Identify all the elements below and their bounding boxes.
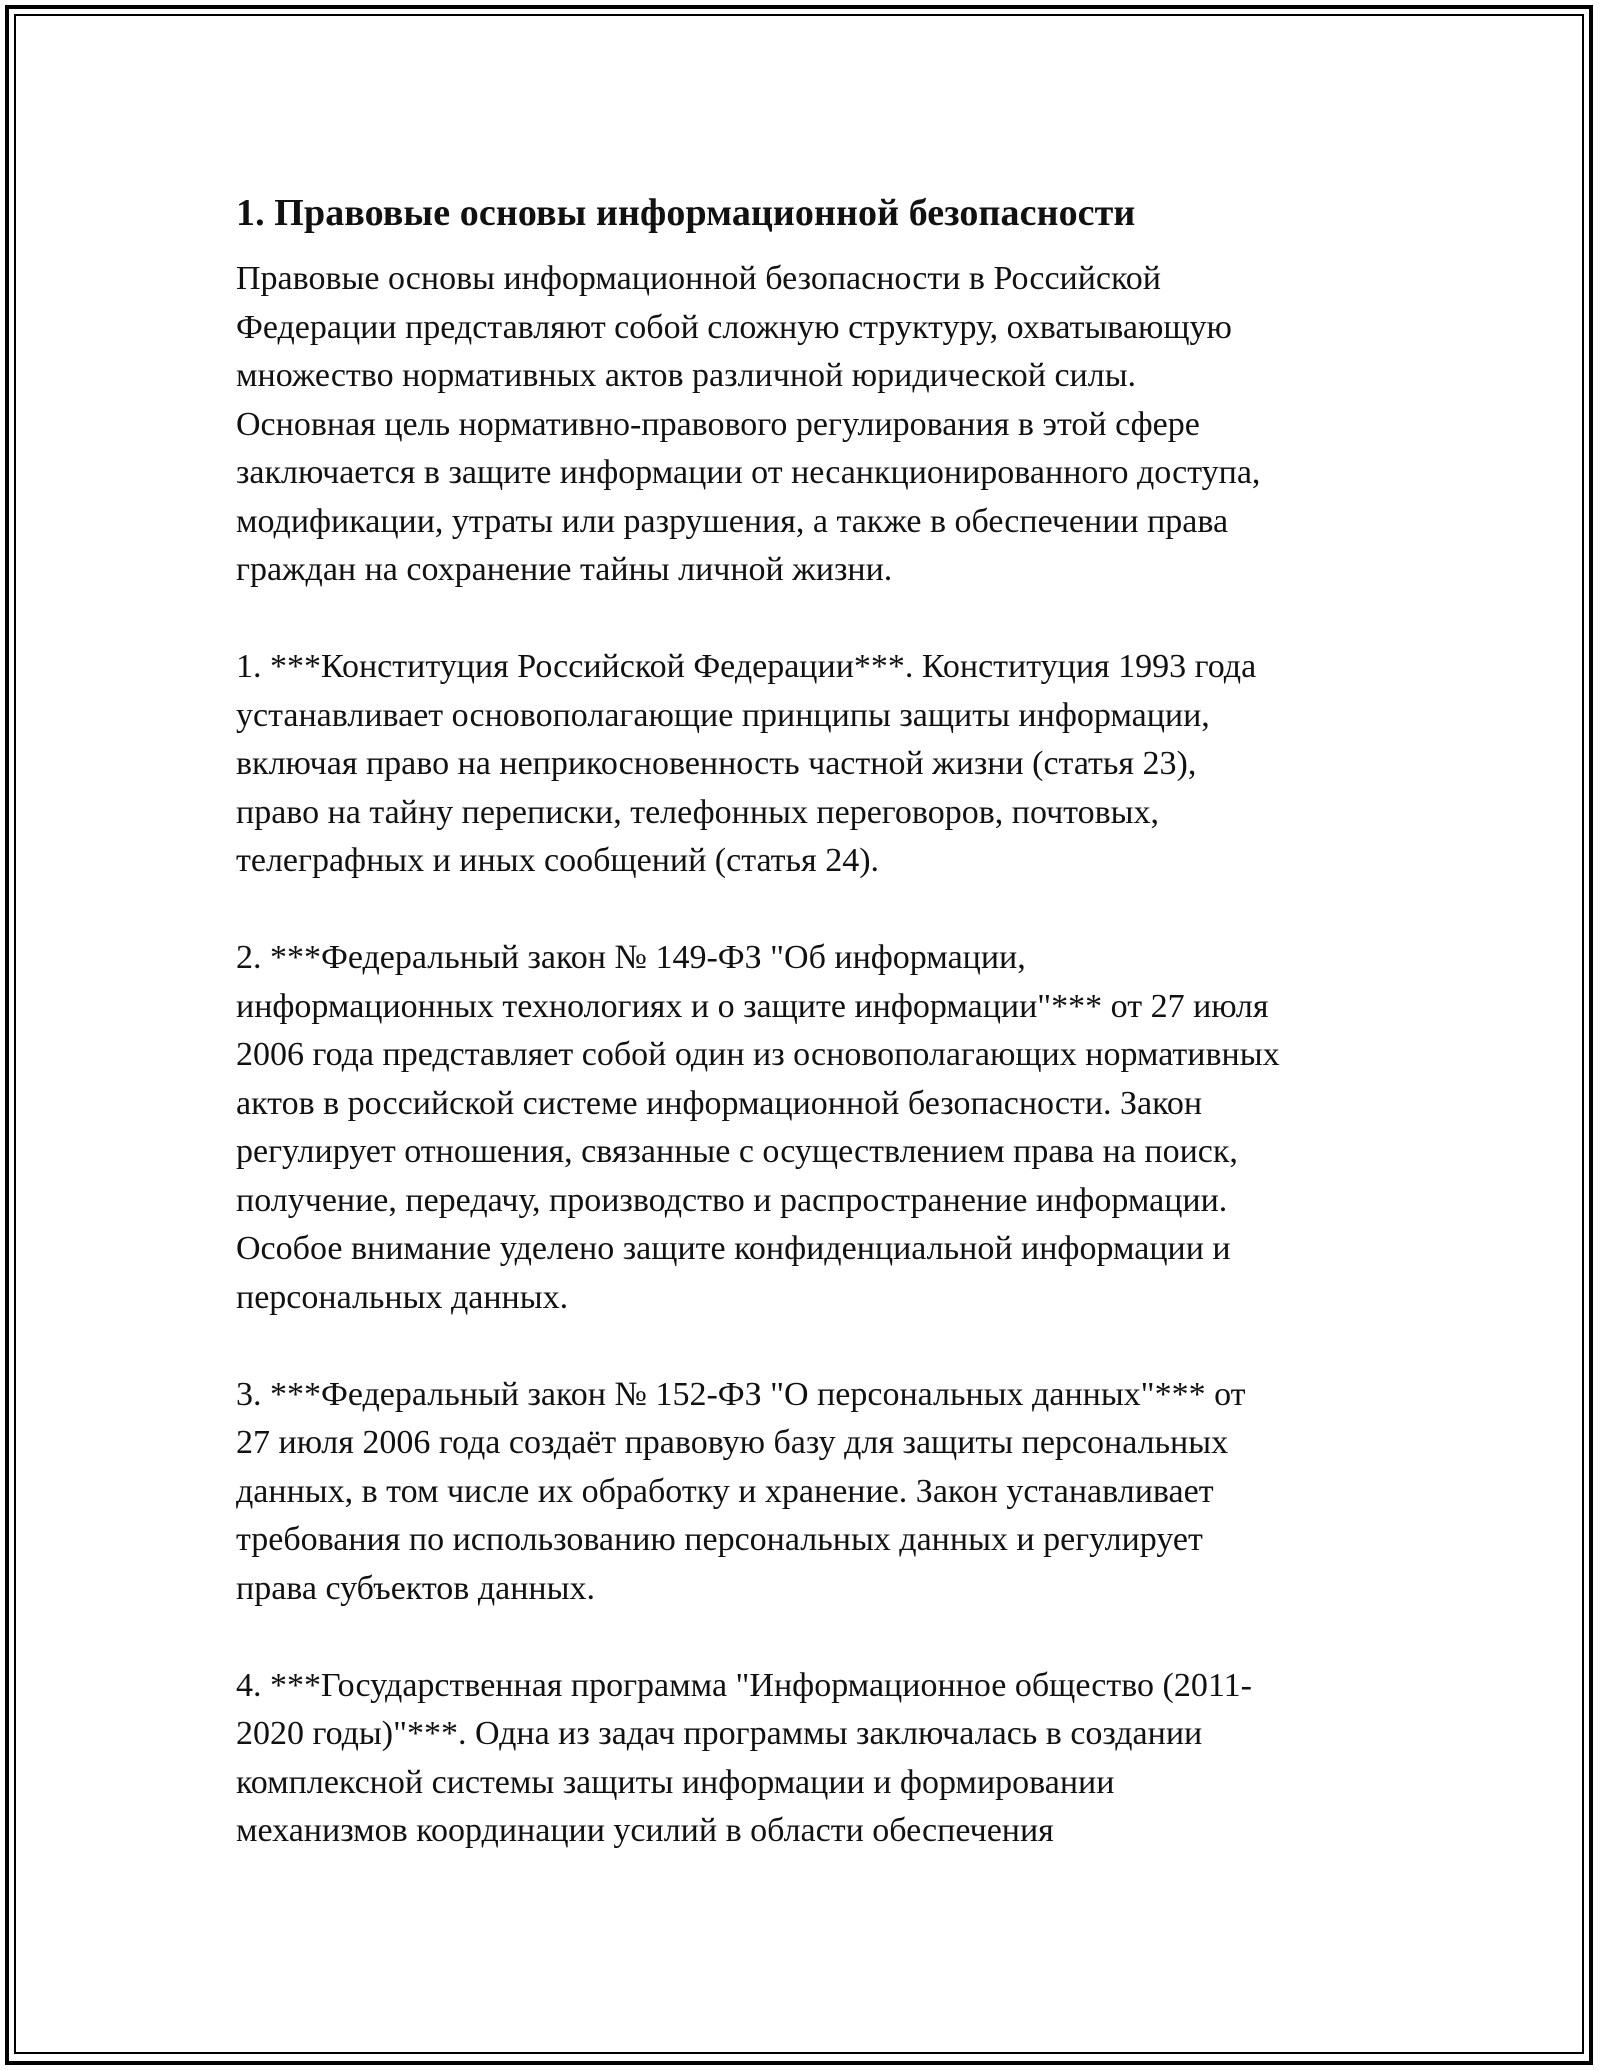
paragraph xyxy=(236,1371,1406,1614)
paragraph xyxy=(236,934,1406,1322)
text-line: 2006 года представляет собой один из основополагающих нормативных xyxy=(236,1036,1280,1073)
text-line: регулирует отношения, связанные с осуществлением права на поиск, xyxy=(236,1133,1238,1170)
text-line: информационных технологиях и о защите информации"*** от 27 июля xyxy=(236,987,1269,1025)
text-line: устанавливает основополагающие принципы защиты информации, xyxy=(236,696,1210,734)
text-line: множество нормативных актов различной юридической силы. xyxy=(236,357,1137,394)
text-line: модификации, утраты или разрушения, а также в обеспечении права xyxy=(236,502,1229,540)
section-heading: 1. Правовые основы информационной безопасности xyxy=(236,192,1136,234)
text-line: данных, в том числе их обработку и хранение. Закон устанавливает xyxy=(236,1472,1214,1510)
text-line: 1. ***Конституция Российской Федерации***. Конституция 1993 года xyxy=(236,648,1257,685)
text-line: включая право на неприкосновенность частной жизни (статья 23), xyxy=(236,745,1197,782)
text-line: право на тайну переписки, телефонных переговоров, почтовых, xyxy=(236,793,1159,831)
text-line: механизмов координации усилий в области обеспечения xyxy=(236,1812,1054,1849)
text-line: Основная цель нормативно-правового регулирования в этой сфере xyxy=(236,405,1200,443)
paragraph xyxy=(236,255,1406,595)
text-line: требования по использованию персональных данных и регулирует xyxy=(236,1521,1203,1558)
text-line: Федерации представляют собой сложную структуру, охватывающую xyxy=(236,308,1232,346)
text-line: телеграфных и иных сообщений (статья 24). xyxy=(236,842,880,879)
text-line: 27 июля 2006 года создаёт правовую базу для защиты персональных xyxy=(236,1424,1229,1461)
text-line: Особое внимание уделено защите конфиденциальной информации и xyxy=(236,1230,1231,1267)
document-body xyxy=(236,255,1406,1856)
text-line: граждан на сохранение тайны личной жизни. xyxy=(236,551,893,588)
text-line: 3. ***Федеральный закон № 152-ФЗ "О персональных данных"*** от xyxy=(236,1375,1246,1413)
paragraph xyxy=(236,643,1406,886)
paragraph xyxy=(236,1662,1406,1856)
text-line: актов в российской системе информационной безопасности. Закон xyxy=(236,1084,1203,1122)
document-page xyxy=(236,185,1406,1856)
text-line: заключается в защите информации от несанкционированного доступа, xyxy=(236,454,1261,491)
text-line: 2. ***Федеральный закон № 149-ФЗ "Об информации, xyxy=(236,939,1026,976)
text-line: 4. ***Государственная программа "Информационное общество (2011- xyxy=(236,1666,1252,1704)
text-line: 2020 годы)"***. Одна из задач программы заключалась в создании xyxy=(236,1715,1203,1752)
text-line: Правовые основы информационной безопасности в Российской xyxy=(236,260,1162,297)
text-line: права субъектов данных. xyxy=(236,1569,595,1607)
text-line: получение, передачу, производство и распространение информации. xyxy=(236,1181,1228,1219)
text-line: комплексной системы защиты информации и формировании xyxy=(236,1763,1115,1801)
text-line: персональных данных. xyxy=(236,1278,569,1316)
